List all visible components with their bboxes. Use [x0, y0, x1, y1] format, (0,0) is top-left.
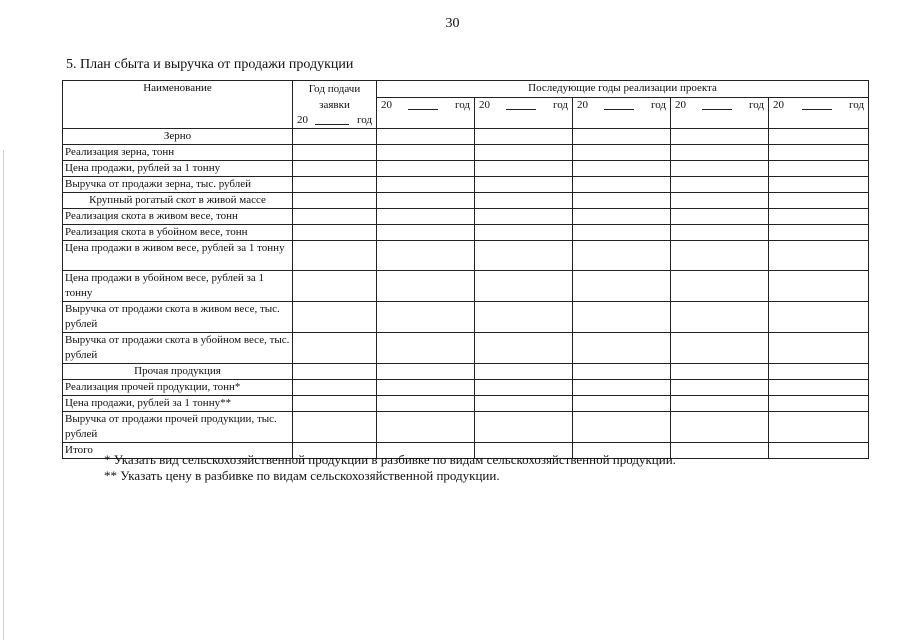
row-label: Выручка от продажи скота в живом весе, тыс. рублей	[63, 302, 293, 333]
footnotes	[104, 452, 676, 484]
year-blank-line	[408, 98, 438, 110]
value-cell[interactable]	[769, 241, 869, 271]
header-future-years: Последующие годы реализации проекта	[377, 81, 869, 98]
value-cell[interactable]	[475, 271, 573, 302]
value-cell[interactable]	[475, 161, 573, 177]
row-label: Выручка от продажи зерна, тыс. рублей	[63, 177, 293, 193]
table-row	[63, 302, 869, 333]
value-cell[interactable]	[573, 364, 671, 380]
value-cell[interactable]	[769, 145, 869, 161]
value-cell[interactable]	[475, 209, 573, 225]
value-cell[interactable]	[573, 225, 671, 241]
future-year-cell	[475, 98, 573, 129]
value-cell[interactable]	[671, 271, 769, 302]
value-cell[interactable]	[573, 380, 671, 396]
value-cell[interactable]	[671, 412, 769, 443]
value-cell[interactable]	[573, 412, 671, 443]
value-cell[interactable]	[377, 225, 475, 241]
year-prefix: 20	[577, 99, 588, 111]
value-cell[interactable]	[671, 193, 769, 209]
section-title: 5. План сбыта и выручка от продажи продукции	[66, 57, 354, 72]
value-cell[interactable]	[769, 271, 869, 302]
value-cell[interactable]	[293, 193, 377, 209]
value-cell[interactable]	[769, 380, 869, 396]
future-year-cell	[573, 98, 671, 129]
row-label: Реализация зерна, тонн	[63, 145, 293, 161]
value-cell[interactable]	[475, 193, 573, 209]
value-cell[interactable]	[377, 412, 475, 443]
group-label: Крупный рогатый скот в живой массе	[63, 193, 293, 209]
value-cell[interactable]	[377, 193, 475, 209]
value-cell[interactable]	[475, 145, 573, 161]
value-cell[interactable]	[769, 177, 869, 193]
value-cell[interactable]	[573, 396, 671, 412]
row-label: Реализация прочей продукции, тонн*	[63, 380, 293, 396]
value-cell[interactable]	[377, 145, 475, 161]
year-prefix: 20	[297, 114, 308, 126]
table-row	[63, 145, 869, 161]
value-cell[interactable]	[377, 129, 475, 145]
value-cell[interactable]	[293, 333, 377, 364]
page-number: 30	[445, 16, 460, 31]
table-row	[63, 177, 869, 193]
table-row	[63, 333, 869, 364]
footnote-2: ** Указать цену в разбивке по видам сельскохозяйственной продукции.	[104, 468, 500, 483]
value-cell[interactable]	[293, 129, 377, 145]
value-cell[interactable]	[573, 333, 671, 364]
value-cell[interactable]	[475, 380, 573, 396]
value-cell[interactable]	[293, 380, 377, 396]
year-suffix: год	[849, 99, 865, 111]
value-cell[interactable]	[671, 145, 769, 161]
header-application-year-label: Год подачи заявки	[308, 83, 361, 111]
value-cell[interactable]	[475, 396, 573, 412]
value-cell[interactable]	[377, 161, 475, 177]
table-row	[63, 241, 869, 271]
value-cell[interactable]	[573, 145, 671, 161]
value-cell[interactable]	[377, 302, 475, 333]
scan-edge-line	[3, 150, 4, 640]
table-row	[63, 209, 869, 225]
value-cell[interactable]	[573, 209, 671, 225]
value-cell[interactable]	[769, 412, 869, 443]
value-cell[interactable]	[671, 241, 769, 271]
table-row	[63, 412, 869, 443]
value-cell[interactable]	[573, 302, 671, 333]
future-year-cell	[769, 98, 869, 129]
year-prefix: 20	[479, 99, 490, 111]
value-cell[interactable]	[671, 443, 769, 459]
value-cell[interactable]	[377, 333, 475, 364]
value-cell[interactable]	[769, 443, 869, 459]
future-year-cell	[671, 98, 769, 129]
value-cell[interactable]	[475, 412, 573, 443]
value-cell[interactable]	[475, 129, 573, 145]
value-cell[interactable]	[293, 161, 377, 177]
footnote-1: * Указать вид сельскохозяйственной продукции в разбивке по видам сельскохозяйственной продукции.	[104, 452, 676, 467]
group-label: Зерно	[63, 129, 293, 145]
value-cell[interactable]	[769, 161, 869, 177]
future-year-field	[575, 98, 668, 113]
table-row	[63, 380, 869, 396]
value-cell[interactable]	[573, 177, 671, 193]
value-cell[interactable]	[769, 209, 869, 225]
future-year-field	[673, 98, 766, 113]
table-group-row	[63, 364, 869, 380]
year-suffix: год	[454, 99, 470, 111]
value-cell[interactable]	[293, 241, 377, 271]
group-label: Прочая продукция	[63, 364, 293, 380]
future-year-cell	[377, 98, 475, 129]
row-label: Реализация скота в убойном весе, тонн	[63, 225, 293, 241]
row-label: Цена продажи, рублей за 1 тонну**	[63, 396, 293, 412]
value-cell[interactable]	[293, 145, 377, 161]
row-label: Цена продажи, рублей за 1 тонну	[63, 161, 293, 177]
value-cell[interactable]	[671, 161, 769, 177]
value-cell[interactable]	[671, 333, 769, 364]
value-cell[interactable]	[475, 241, 573, 271]
value-cell[interactable]	[475, 225, 573, 241]
value-cell[interactable]	[573, 129, 671, 145]
table-group-row	[63, 193, 869, 209]
header-name: Наименование	[63, 81, 293, 129]
value-cell[interactable]	[671, 380, 769, 396]
value-cell[interactable]	[671, 302, 769, 333]
row-label: Выручка от продажи прочей продукции, тыс. рублей	[63, 412, 293, 443]
value-cell[interactable]	[293, 396, 377, 412]
year-blank-line	[315, 113, 349, 125]
value-cell[interactable]	[671, 177, 769, 193]
application-year-field	[295, 113, 374, 128]
value-cell[interactable]	[293, 412, 377, 443]
year-blank-line	[604, 98, 634, 110]
value-cell[interactable]	[293, 177, 377, 193]
table-header-row	[63, 81, 869, 98]
value-cell[interactable]	[769, 333, 869, 364]
value-cell[interactable]	[671, 396, 769, 412]
value-cell[interactable]	[293, 209, 377, 225]
value-cell[interactable]	[377, 396, 475, 412]
value-cell[interactable]	[769, 302, 869, 333]
value-cell[interactable]	[573, 271, 671, 302]
sales-plan-table	[62, 80, 869, 459]
year-suffix: год	[552, 99, 568, 111]
value-cell[interactable]	[671, 129, 769, 145]
value-cell[interactable]	[769, 396, 869, 412]
value-cell[interactable]	[475, 177, 573, 193]
value-cell[interactable]	[377, 271, 475, 302]
table-row	[63, 225, 869, 241]
year-blank-line	[506, 98, 536, 110]
value-cell[interactable]	[769, 193, 869, 209]
future-year-field	[477, 98, 570, 113]
table-row	[63, 396, 869, 412]
value-cell[interactable]	[769, 225, 869, 241]
row-label: Реализация скота в живом весе, тонн	[63, 209, 293, 225]
table-row	[63, 161, 869, 177]
row-label: Цена продажи в убойном весе, рублей за 1 тонну	[63, 271, 293, 302]
future-year-field	[771, 98, 866, 113]
value-cell[interactable]	[475, 364, 573, 380]
year-prefix: 20	[773, 99, 784, 111]
value-cell[interactable]	[377, 241, 475, 271]
row-label: Выручка от продажи скота в убойном весе, тыс. рублей	[63, 333, 293, 364]
table-group-row	[63, 129, 869, 145]
value-cell[interactable]	[573, 241, 671, 271]
value-cell[interactable]	[293, 225, 377, 241]
value-cell[interactable]	[671, 225, 769, 241]
year-blank-line	[802, 98, 832, 110]
year-suffix: год	[650, 99, 666, 111]
value-cell[interactable]	[769, 364, 869, 380]
value-cell[interactable]	[573, 193, 671, 209]
year-suffix: год	[356, 114, 372, 126]
value-cell[interactable]	[475, 302, 573, 333]
row-label: Цена продажи в живом весе, рублей за 1 тонну	[63, 241, 293, 271]
value-cell[interactable]	[293, 302, 377, 333]
year-blank-line	[702, 98, 732, 110]
value-cell[interactable]	[671, 209, 769, 225]
value-cell[interactable]	[573, 161, 671, 177]
value-cell[interactable]	[293, 271, 377, 302]
value-cell[interactable]	[377, 209, 475, 225]
year-prefix: 20	[675, 99, 686, 111]
value-cell[interactable]	[377, 177, 475, 193]
value-cell[interactable]	[293, 364, 377, 380]
value-cell[interactable]	[377, 364, 475, 380]
value-cell[interactable]	[377, 380, 475, 396]
value-cell[interactable]	[671, 364, 769, 380]
future-year-field	[379, 98, 472, 113]
header-application-year	[293, 81, 377, 129]
year-prefix: 20	[381, 99, 392, 111]
row-label: Итого	[63, 443, 293, 459]
table-row	[63, 271, 869, 302]
year-suffix: год	[748, 99, 764, 111]
value-cell[interactable]	[769, 129, 869, 145]
value-cell[interactable]	[475, 333, 573, 364]
